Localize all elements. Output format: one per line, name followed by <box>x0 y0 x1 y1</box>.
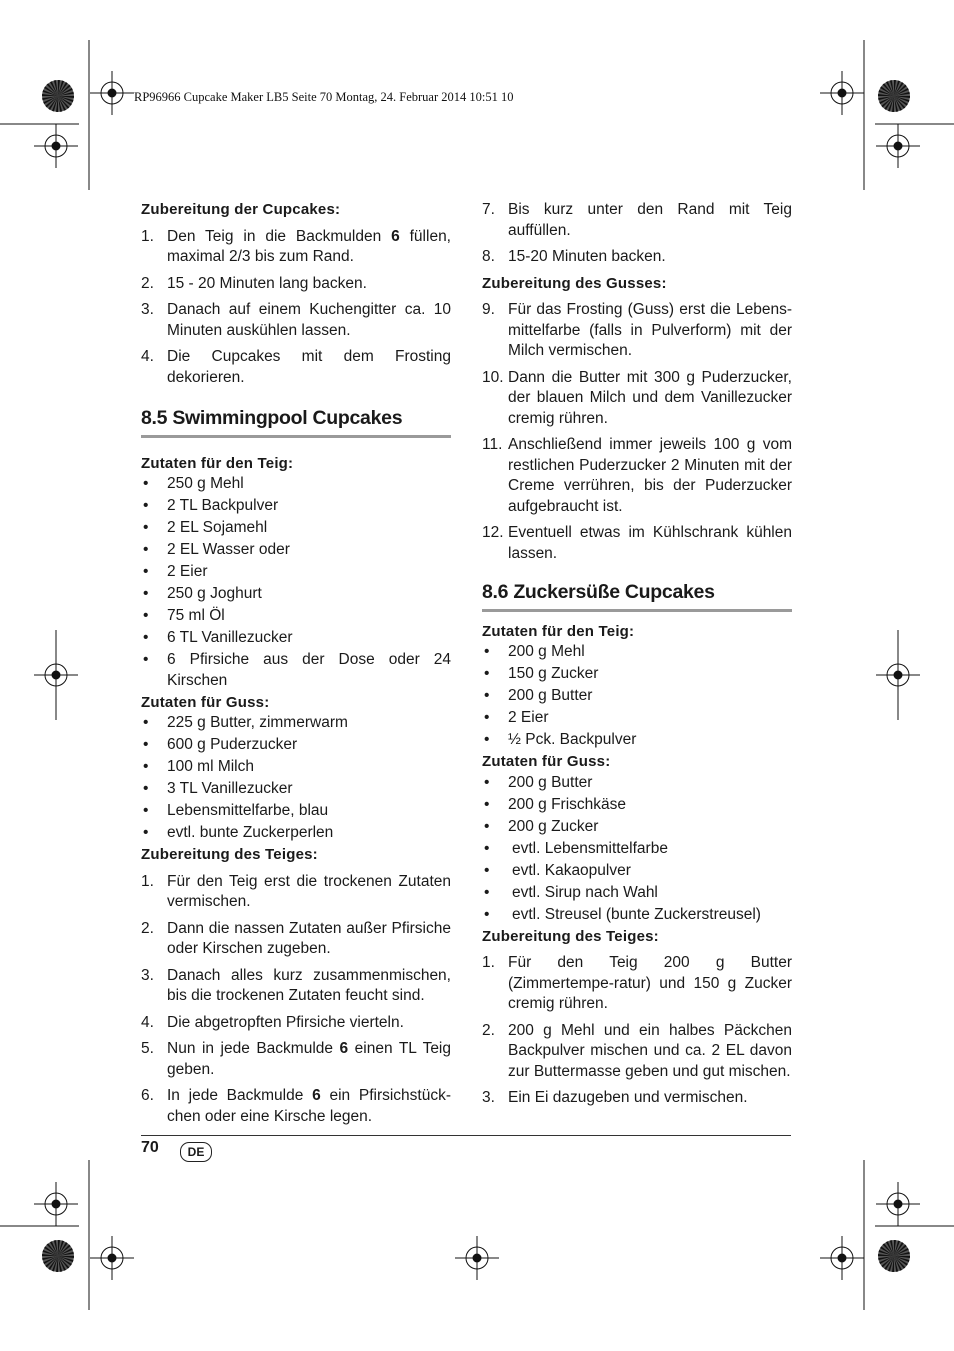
ingredient-item <box>482 905 792 926</box>
crosshair-mark <box>876 653 920 697</box>
bullet-icon: • <box>484 643 490 660</box>
step-item <box>141 300 451 341</box>
step-item <box>141 227 451 268</box>
prep-steps-list-2 <box>482 953 792 1109</box>
bullet-icon: • <box>143 758 149 775</box>
dough-heading-2: Zutaten für den Teig: <box>482 622 635 640</box>
ingredient-text: 250 g Mehl <box>167 475 244 492</box>
ingredient-item <box>482 642 792 663</box>
step-text: Danach auf einem Kuchengitter ca. 10 Minuten auskühlen lassen. <box>167 301 451 339</box>
crosshair-mark <box>820 71 864 115</box>
ingredient-text: 2 Eier <box>508 709 549 726</box>
ingredient-item <box>141 757 451 778</box>
ingredient-item <box>482 708 792 729</box>
prep-heading-2: Zubereitung des Teiges: <box>482 927 659 945</box>
step-number: 1. <box>482 954 495 971</box>
ingredient-item <box>141 713 451 734</box>
ingredient-text: 6 Pfirsiche aus der Dose oder 24 Kirschen <box>167 651 451 689</box>
step-text: 15-20 Minuten backen. <box>508 248 666 265</box>
ingredient-item <box>141 540 451 561</box>
step-item <box>141 872 451 913</box>
rosette-mark <box>878 1240 910 1272</box>
step-text: In jede Backmulde 6 ein Pfirsichstück-chen oder eine Kirsche legen. <box>167 1087 452 1125</box>
ingredient-text: 100 ml Milch <box>167 758 254 775</box>
step-number: 1. <box>141 872 154 890</box>
step-text: 15 - 20 Minuten lang backen. <box>167 274 367 292</box>
step-number: 3. <box>141 301 154 318</box>
step-number: 9. <box>482 301 495 318</box>
step-number: 3. <box>141 966 154 984</box>
intro-heading: Zubereitung der Cupcakes: <box>141 201 341 218</box>
ingredient-text: 225 g Butter, zimmerwarm <box>167 714 348 731</box>
ingredient-text: 200 g Butter <box>508 687 593 704</box>
ingredient-text: 2 TL Backpulver <box>167 497 279 514</box>
step-text: 200 g Mehl und ein halbes Päckchen Backpulver mischen und ca. 2 EL davon zur Buttermasse geben und gut mischen. <box>508 1021 792 1080</box>
bullet-icon: • <box>143 607 149 624</box>
ingredient-item <box>482 861 792 882</box>
bullet-icon: • <box>484 905 490 923</box>
left-column <box>141 200 451 1133</box>
ingredient-item <box>141 735 451 756</box>
ingredient-text: Lebensmittelfarbe, blau <box>167 802 329 819</box>
bullet-icon: • <box>143 475 149 492</box>
crosshair-mark <box>455 1236 499 1280</box>
step-item <box>482 300 792 362</box>
ingredient-item <box>141 518 451 539</box>
step-item <box>482 368 792 430</box>
ingredient-item <box>141 801 451 822</box>
ingredient-text: 6 TL Vanillezucker <box>167 629 293 646</box>
glaze-ingredients-list <box>141 713 451 844</box>
dough-ingredients-list-2 <box>482 642 792 751</box>
bullet-icon: • <box>484 709 490 726</box>
step-number: 2. <box>482 1021 495 1039</box>
ingredient-text: 250 g Joghurt <box>167 585 262 602</box>
step-text: Danach alles kurz zusammenmischen, bis die trockenen Zutaten feucht sind. <box>167 966 451 1004</box>
ingredient-text: 200 g Zucker <box>508 817 599 835</box>
ingredient-text: 2 EL Sojamehl <box>167 519 268 536</box>
ingredient-item <box>141 779 451 800</box>
step-item <box>482 435 792 517</box>
section-title-8-5: 8.5 Swimmingpool Cupcakes <box>141 408 451 438</box>
steps-continued-list <box>482 200 792 268</box>
glaze-heading-2: Zutaten für Guss: <box>482 753 611 770</box>
step-text: Bis kurz unter den Rand mit Teig auffüllen. <box>508 201 792 239</box>
bullet-icon: • <box>143 629 149 646</box>
ingredient-text: 2 EL Wasser oder <box>167 541 290 558</box>
crosshair-mark <box>34 653 78 697</box>
step-number: 4. <box>141 348 154 365</box>
ingredient-text: 200 g Butter <box>508 773 593 791</box>
bullet-icon: • <box>484 861 490 879</box>
bullet-icon: • <box>143 651 149 668</box>
bullet-icon: • <box>484 883 490 901</box>
ingredient-item <box>482 883 792 904</box>
bullet-icon: • <box>143 497 149 514</box>
step-item <box>482 953 792 1015</box>
dough-ingredients-list <box>141 474 451 691</box>
step-number: 3. <box>482 1089 495 1106</box>
bullet-icon: • <box>143 824 149 841</box>
step-number: 11. <box>482 436 503 453</box>
ingredient-item <box>482 773 792 794</box>
step-item <box>482 523 792 564</box>
bullet-icon: • <box>484 773 490 791</box>
step-item <box>482 200 792 241</box>
crosshair-mark <box>876 124 920 168</box>
ingredient-item <box>482 817 792 838</box>
ingredient-text: 200 g Mehl <box>508 643 585 660</box>
ingredient-item <box>141 474 451 495</box>
step-text: Den Teig in die Backmulden 6 füllen, maximal 2/3 bis zum Rand. <box>167 227 451 265</box>
ingredient-text: evtl. Streusel (bunte Zuckerstreusel) <box>512 905 761 923</box>
ingredient-item <box>482 686 792 707</box>
ingredient-text: 150 g Zucker <box>508 665 599 682</box>
step-number: 5. <box>141 1040 154 1057</box>
section-title-8-6: 8.6 Zuckersüße Cupcakes <box>482 582 792 612</box>
ingredient-item <box>141 628 451 649</box>
crosshair-mark <box>34 124 78 168</box>
ingredient-text: 3 TL Vanillezucker <box>167 780 293 797</box>
ingredient-item <box>141 650 451 691</box>
step-text: Dann die Butter mit 300 g Puderzucker, der blauen Milch und dem Vanillezucker cremig rühren. <box>508 368 792 427</box>
rosette-mark <box>42 1240 74 1272</box>
bullet-icon: • <box>143 541 149 558</box>
frosting-steps-list <box>482 300 792 564</box>
step-item <box>141 347 451 388</box>
ingredient-text: evtl. Kakaopulver <box>512 861 631 879</box>
ingredient-item <box>482 730 792 751</box>
ingredient-item <box>141 562 451 583</box>
step-text: Nun in jede Backmulde 6 einen TL Teig geben. <box>167 1040 451 1078</box>
bullet-icon: • <box>484 687 490 704</box>
intro-steps-list <box>141 227 451 389</box>
bullet-icon: • <box>484 795 490 813</box>
ingredient-text: 200 g Frischkäse <box>508 795 627 813</box>
step-number: 2. <box>141 919 154 937</box>
ingredient-item <box>482 839 792 860</box>
step-item <box>141 1013 451 1034</box>
frosting-heading: Zubereitung des Gusses: <box>482 274 667 292</box>
step-item <box>141 1039 451 1080</box>
crosshair-mark <box>820 1236 864 1280</box>
ingredient-text: 2 Eier <box>167 563 208 580</box>
bullet-icon: • <box>484 665 490 682</box>
step-number: 7. <box>482 201 495 218</box>
bullet-icon: • <box>484 839 490 857</box>
step-item <box>482 247 792 268</box>
step-item <box>141 966 451 1007</box>
ingredient-item <box>141 823 451 844</box>
bullet-icon: • <box>143 780 149 797</box>
ingredient-item <box>482 664 792 685</box>
ingredient-text: evtl. Sirup nach Wahl <box>512 883 658 901</box>
ingredient-text: 600 g Puderzucker <box>167 736 298 753</box>
bullet-icon: • <box>484 817 490 835</box>
ingredient-item <box>141 496 451 517</box>
bullet-icon: • <box>484 731 490 748</box>
step-number: 12. <box>482 524 504 541</box>
bullet-icon: • <box>143 802 149 819</box>
crosshair-mark <box>876 1182 920 1226</box>
footer-rule <box>141 1135 791 1136</box>
ingredient-item <box>482 795 792 816</box>
page-number: 70 <box>141 1139 159 1156</box>
step-text: Die Cupcakes mit dem Frosting dekorieren. <box>167 348 451 386</box>
step-number: 2. <box>141 274 154 292</box>
step-number: 8. <box>482 248 495 265</box>
crosshair-mark <box>90 1236 134 1280</box>
ingredient-item <box>141 584 451 605</box>
step-item <box>141 274 451 295</box>
ingredient-text: ½ Pck. Backpulver <box>508 731 637 748</box>
glaze-optional-list <box>482 839 792 926</box>
bullet-icon: • <box>143 563 149 580</box>
step-number: 1. <box>141 227 154 245</box>
prep-steps-list <box>141 872 451 1128</box>
step-number: 10. <box>482 368 504 386</box>
step-text: Die abgetropften Pfirsiche vierteln. <box>167 1013 404 1031</box>
step-text: Anschließend immer jeweils 100 g vom restlichen Puderzucker 2 Minuten mit der Creme verrühren, bis der Puderzucker aufgebraucht ist. <box>508 436 792 515</box>
step-item <box>482 1021 792 1083</box>
step-number: 4. <box>141 1013 154 1031</box>
ingredient-text: 75 ml Öl <box>167 607 225 624</box>
crosshair-mark <box>34 1182 78 1226</box>
print-header: RP96966 Cupcake Maker LB5 Seite 70 Montag, 24. Februar 2014 10:51 10 <box>134 90 514 104</box>
step-text: Ein Ei dazugeben und vermischen. <box>508 1089 748 1106</box>
step-text: Für den Teig erst die trockenen Zutaten vermischen. <box>167 872 451 910</box>
bullet-icon: • <box>143 519 149 536</box>
step-item <box>141 1086 451 1127</box>
step-text: Eventuell etwas im Kühlschrank kühlen lassen. <box>508 524 792 562</box>
step-item <box>141 919 451 960</box>
right-column <box>482 200 792 1115</box>
ingredient-text: evtl. bunte Zuckerperlen <box>167 824 334 841</box>
rosette-mark <box>42 80 74 112</box>
rosette-mark <box>878 80 910 112</box>
crosshair-mark <box>90 71 134 115</box>
dough-heading: Zutaten für den Teig: <box>141 454 294 472</box>
bullet-icon: • <box>143 585 149 602</box>
step-number: 6. <box>141 1087 154 1104</box>
ingredient-item <box>141 606 451 627</box>
bullet-icon: • <box>143 714 149 731</box>
step-text: Für den Teig 200 g Butter (Zimmertempe-ratur) und 150 g Zucker cremig rühren. <box>508 954 792 1012</box>
step-text: Dann die nassen Zutaten außer Pfirsiche oder Kirschen zugeben. <box>167 919 451 957</box>
step-item <box>482 1088 792 1109</box>
language-badge: DE <box>180 1142 212 1162</box>
glaze-ingredients-list-2 <box>482 773 792 838</box>
glaze-heading: Zutaten für Guss: <box>141 693 270 711</box>
step-text: Für das Frosting (Guss) erst die Lebens-mittelfarbe (falls in Pulverform) mit der Milch vermischen. <box>508 301 792 359</box>
bullet-icon: • <box>143 736 149 753</box>
prep-heading: Zubereitung des Teiges: <box>141 846 318 863</box>
ingredient-text: evtl. Lebensmittelfarbe <box>512 839 668 857</box>
